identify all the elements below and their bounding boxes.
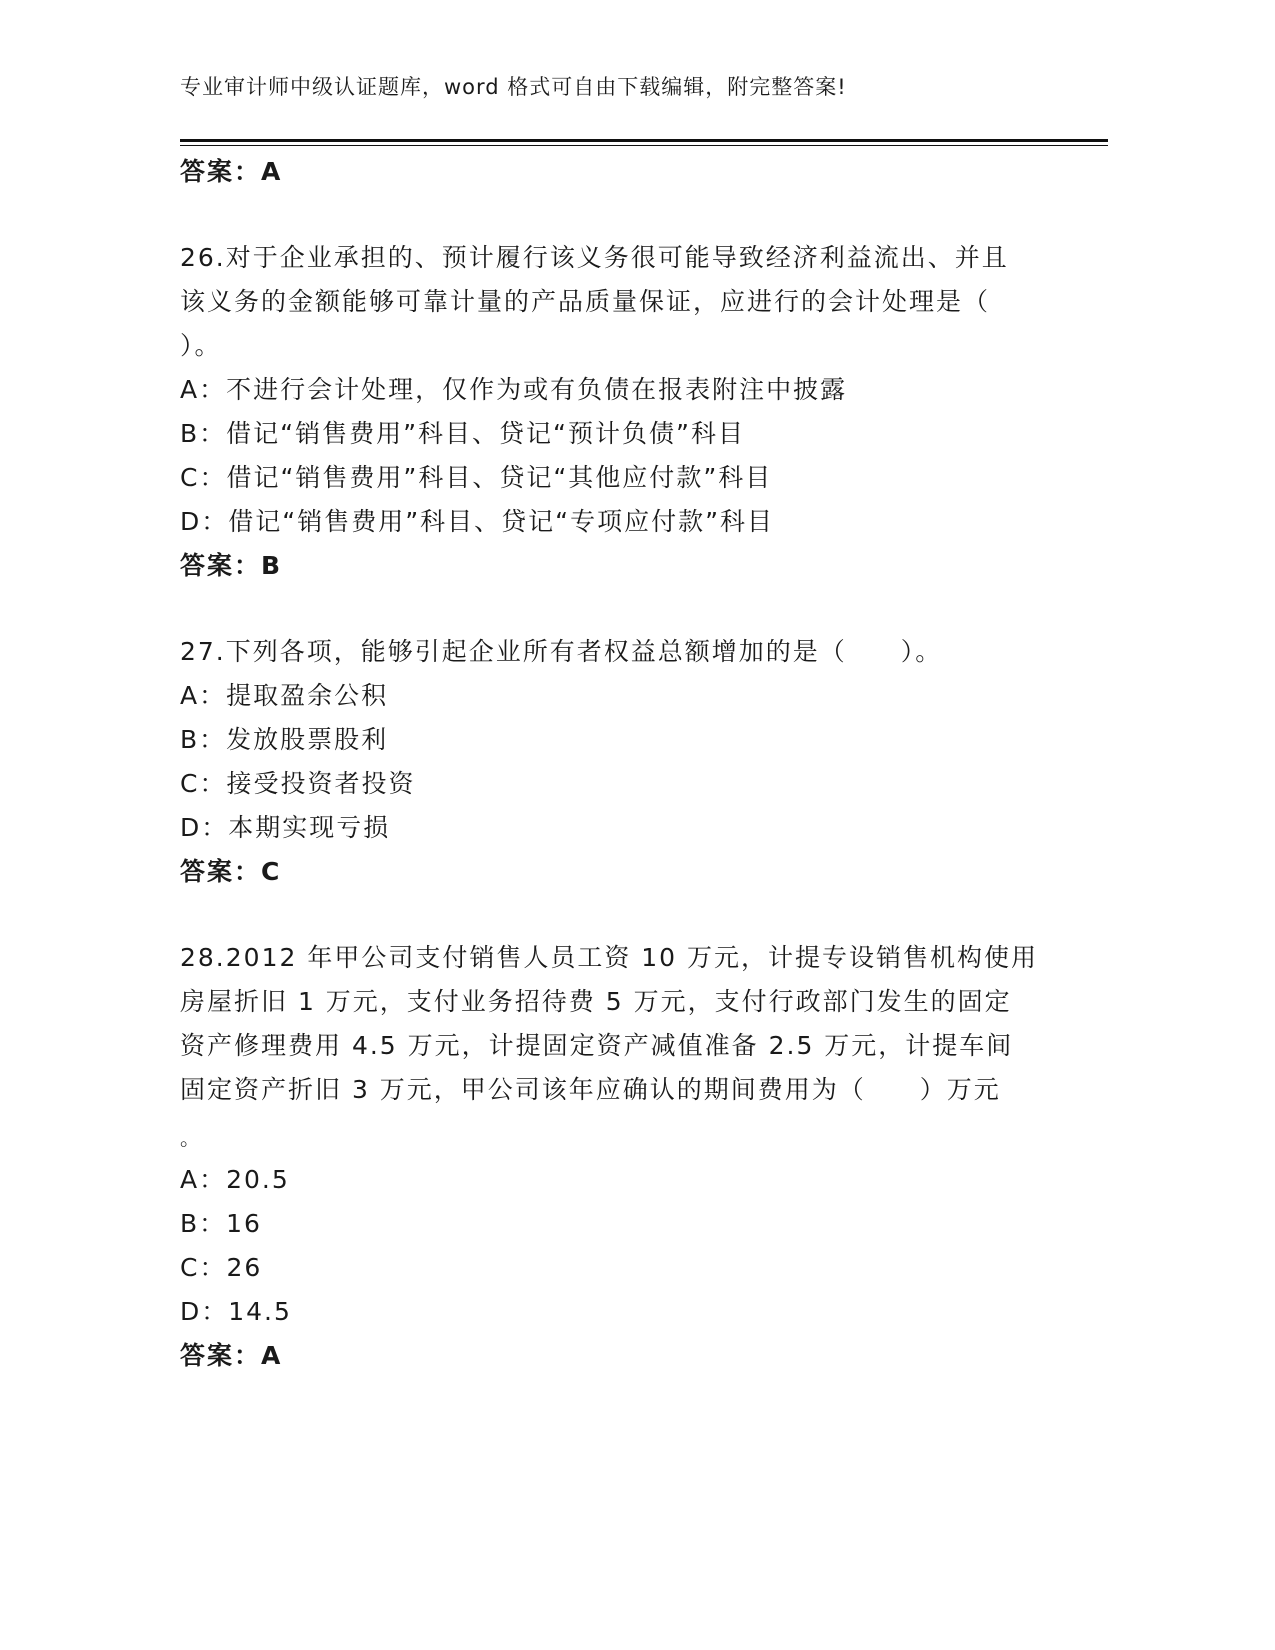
option-c: C：借记“销售费用”科目、贷记“其他应付款”科目	[180, 463, 773, 492]
question-stem-line: 资产修理费用 4.5 万元，计提固定资产减值准备 2.5 万元，计提车间	[180, 1031, 1014, 1060]
option-b: B：借记“销售费用”科目、贷记“预计负债”科目	[180, 419, 745, 448]
option-c: C：26	[180, 1253, 263, 1282]
option-c: C：接受投资者投资	[180, 769, 416, 798]
question-26	[180, 236, 1040, 588]
answer: 答案：A	[180, 1341, 283, 1370]
question-stem-line: 该义务的金额能够可靠计量的产品质量保证，应进行的会计处理是（	[180, 287, 991, 316]
question-27	[180, 630, 1040, 894]
page-header: 专业审计师中级认证题库，word 格式可自由下载编辑，附完整答案!	[180, 75, 847, 99]
header-rule-thin	[180, 145, 1108, 146]
option-d: D：14.5	[180, 1297, 292, 1326]
question-stem-line: 26.对于企业承担的、预计履行该义务很可能导致经济利益流出、并且	[180, 243, 1009, 272]
question-stem-line: 房屋折旧 1 万元，支付业务招待费 5 万元，支付行政部门发生的固定	[180, 987, 1012, 1016]
answer-previous: 答案：A	[180, 157, 283, 186]
option-d: D：本期实现亏损	[180, 813, 391, 842]
option-b: B：发放股票股利	[180, 725, 389, 754]
option-d: D：借记“销售费用”科目、贷记“专项应付款”科目	[180, 507, 775, 536]
question-stem-line: 28.2012 年甲公司支付销售人员工资 10 万元，计提专设销售机构使用	[180, 943, 1039, 972]
answer: 答案：B	[180, 551, 283, 580]
question-stem-line: 27.下列各项，能够引起企业所有者权益总额增加的是（ ）。	[180, 637, 943, 666]
question-stem-tail: 。	[180, 1126, 202, 1150]
header-rule-thick	[180, 139, 1108, 142]
option-a: A：提取盈余公积	[180, 681, 389, 710]
question-stem-line: ）。	[180, 331, 222, 360]
option-a: A：不进行会计处理，仅作为或有负债在报表附注中披露	[180, 375, 848, 404]
answer: 答案：C	[180, 857, 282, 886]
option-b: B：16	[180, 1209, 262, 1238]
question-stem-line: 固定资产折旧 3 万元，甲公司该年应确认的期间费用为（ ）万元	[180, 1075, 1001, 1104]
question-28	[180, 936, 1040, 1378]
document-body	[180, 150, 1040, 1378]
option-a: A：20.5	[180, 1165, 290, 1194]
